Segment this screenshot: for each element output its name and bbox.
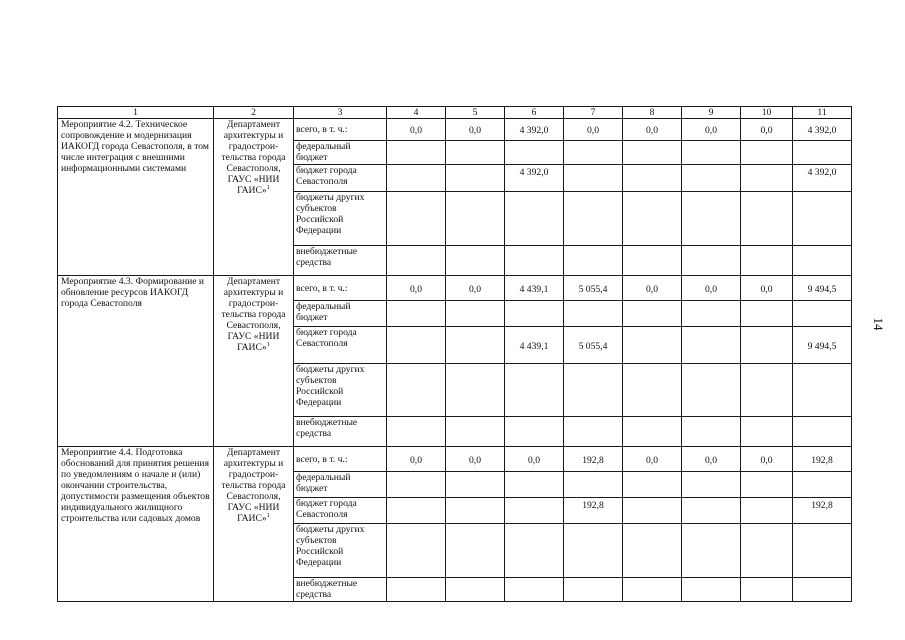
value-cell xyxy=(682,246,741,276)
value-cell: 0,0 xyxy=(446,447,505,472)
value-cell xyxy=(623,472,682,498)
value-cell: 9 494,5 xyxy=(793,327,852,364)
value-cell xyxy=(682,141,741,165)
column-header-5: 5 xyxy=(446,107,505,119)
value-cell xyxy=(446,472,505,498)
value-cell xyxy=(564,192,623,246)
value-cell: 0,0 xyxy=(387,119,446,141)
value-cell xyxy=(741,498,793,524)
value-cell xyxy=(793,192,852,246)
value-cell xyxy=(793,524,852,578)
value-cell xyxy=(505,417,564,447)
value-cell xyxy=(387,472,446,498)
value-cell xyxy=(446,524,505,578)
funding-source-label: федеральный бюджет xyxy=(294,141,387,165)
value-cell xyxy=(623,524,682,578)
funding-source-label: федеральный бюджет xyxy=(294,301,387,327)
value-cell xyxy=(387,301,446,327)
value-cell xyxy=(387,165,446,192)
column-header-9: 9 xyxy=(682,107,741,119)
value-cell: 0,0 xyxy=(446,119,505,141)
value-cell xyxy=(623,364,682,417)
column-header-4: 4 xyxy=(387,107,446,119)
value-cell: 192,8 xyxy=(564,498,623,524)
value-cell: 0,0 xyxy=(387,447,446,472)
value-cell xyxy=(682,498,741,524)
value-cell xyxy=(623,141,682,165)
column-header-1: 1 xyxy=(58,107,214,119)
value-cell xyxy=(505,364,564,417)
value-cell xyxy=(446,327,505,364)
value-cell: 0,0 xyxy=(741,447,793,472)
value-cell xyxy=(741,141,793,165)
value-cell xyxy=(741,364,793,417)
value-cell xyxy=(682,192,741,246)
value-cell xyxy=(446,246,505,276)
value-cell xyxy=(682,578,741,602)
value-cell xyxy=(741,524,793,578)
funding-source-label: внебюджетные средства xyxy=(294,417,387,447)
value-cell xyxy=(623,165,682,192)
budget-table-sheet xyxy=(57,106,851,613)
measure-text: Мероприятие 4.4. Подготовка обоснований для принятия решения по уведомлениям о начале и (или) окончании строительства, допустимости размещения объектов индивидуального жилищного строительства или садовых домов xyxy=(61,447,210,524)
value-cell: 0,0 xyxy=(623,119,682,141)
value-cell xyxy=(793,301,852,327)
value-cell: 0,0 xyxy=(682,276,741,301)
executor-cell xyxy=(214,119,294,276)
value-cell xyxy=(741,301,793,327)
value-cell xyxy=(387,364,446,417)
value-cell xyxy=(682,417,741,447)
value-cell xyxy=(564,165,623,192)
value-cell xyxy=(446,364,505,417)
value-cell xyxy=(564,578,623,602)
value-cell xyxy=(505,498,564,524)
value-cell xyxy=(793,578,852,602)
executor-text: Департамент архитектуры и градострои-тельства города Севастополя, ГАУС «НИИ ГАИС» xyxy=(221,276,286,353)
value-cell xyxy=(682,524,741,578)
value-cell: 0,0 xyxy=(564,119,623,141)
value-cell xyxy=(741,165,793,192)
value-cell xyxy=(682,364,741,417)
value-cell xyxy=(387,192,446,246)
value-cell xyxy=(446,417,505,447)
value-cell xyxy=(741,472,793,498)
value-cell xyxy=(741,327,793,364)
value-cell xyxy=(682,301,741,327)
value-cell xyxy=(564,417,623,447)
value-cell xyxy=(505,246,564,276)
measure-text: Мероприятие 4.3. Формирование и обновление ресурсов ИАКОГД города Севастополя xyxy=(61,276,205,309)
column-header-10: 10 xyxy=(741,107,793,119)
value-cell xyxy=(564,364,623,417)
value-cell xyxy=(623,192,682,246)
value-cell: 0,0 xyxy=(682,119,741,141)
funding-source-label: бюджет города Севастополя xyxy=(294,327,387,364)
measure-cell xyxy=(58,447,214,602)
value-cell: 4 392,0 xyxy=(505,165,564,192)
footnote-mark: 1 xyxy=(266,340,270,348)
value-cell xyxy=(387,246,446,276)
value-cell: 4 392,0 xyxy=(793,165,852,192)
value-cell xyxy=(505,301,564,327)
value-cell xyxy=(682,472,741,498)
funding-source-label: бюджеты других субъектов Российской Федерации xyxy=(294,192,387,246)
value-cell xyxy=(623,417,682,447)
funding-source-label: внебюджетные средства xyxy=(294,246,387,276)
value-cell xyxy=(793,141,852,165)
value-cell xyxy=(682,327,741,364)
value-cell xyxy=(446,192,505,246)
value-cell xyxy=(741,417,793,447)
value-cell xyxy=(623,498,682,524)
value-cell: 0,0 xyxy=(741,119,793,141)
value-cell: 4 392,0 xyxy=(505,119,564,141)
value-cell xyxy=(564,524,623,578)
footnote-mark: 1 xyxy=(266,183,270,191)
value-cell xyxy=(564,246,623,276)
value-cell xyxy=(387,498,446,524)
value-cell xyxy=(793,246,852,276)
value-cell: 4 439,1 xyxy=(505,276,564,301)
value-cell: 192,8 xyxy=(793,498,852,524)
measure-cell xyxy=(58,119,214,276)
value-cell xyxy=(793,472,852,498)
value-cell: 4 392,0 xyxy=(793,119,852,141)
value-cell: 0,0 xyxy=(387,276,446,301)
value-cell xyxy=(793,417,852,447)
value-cell: 4 439,1 xyxy=(505,327,564,364)
value-cell xyxy=(505,578,564,602)
value-cell: 0,0 xyxy=(505,447,564,472)
value-cell xyxy=(446,141,505,165)
value-cell xyxy=(564,141,623,165)
value-cell xyxy=(623,246,682,276)
executor-text: Департамент архитектуры и градострои-тельства города Севастополя, ГАУС «НИИ ГАИС» xyxy=(221,447,286,524)
table-row xyxy=(58,119,852,141)
measure-cell xyxy=(58,276,214,447)
executor-cell xyxy=(214,276,294,447)
column-header-8: 8 xyxy=(623,107,682,119)
value-cell: 0,0 xyxy=(623,276,682,301)
value-cell xyxy=(564,301,623,327)
value-cell xyxy=(446,498,505,524)
value-cell: 5 055,4 xyxy=(564,276,623,301)
value-cell: 192,8 xyxy=(564,447,623,472)
funding-source-label: всего, в т. ч.: xyxy=(294,119,387,141)
value-cell xyxy=(623,301,682,327)
value-cell: 192,8 xyxy=(793,447,852,472)
table-row xyxy=(58,276,852,301)
value-cell xyxy=(505,524,564,578)
value-cell: 5 055,4 xyxy=(564,327,623,364)
value-cell xyxy=(741,578,793,602)
measure-text: Мероприятие 4.2. Техническое сопровождение и модернизация ИАКОГД города Севастополя, в том числе интеграция с внешними информационными системами xyxy=(61,119,209,174)
funding-source-label: всего, в т. ч.: xyxy=(294,276,387,301)
value-cell xyxy=(387,578,446,602)
executor-text: Департамент архитектуры и градострои-тельства города Севастополя, ГАУС «НИИ ГАИС» xyxy=(221,119,286,196)
value-cell xyxy=(446,165,505,192)
value-cell xyxy=(505,472,564,498)
value-cell xyxy=(387,417,446,447)
funding-source-label: бюджеты других субъектов Российской Федерации xyxy=(294,364,387,417)
column-header-3: 3 xyxy=(294,107,387,119)
column-header-6: 6 xyxy=(505,107,564,119)
footnote-mark: 1 xyxy=(266,511,270,519)
funding-source-label: внебюджетные средства xyxy=(294,578,387,602)
value-cell xyxy=(387,524,446,578)
value-cell: 0,0 xyxy=(623,447,682,472)
value-cell: 0,0 xyxy=(446,276,505,301)
funding-source-label: всего, в т. ч.: xyxy=(294,447,387,472)
value-cell: 0,0 xyxy=(682,447,741,472)
funding-source-label: федеральный бюджет xyxy=(294,472,387,498)
value-cell xyxy=(623,327,682,364)
executor-cell xyxy=(214,447,294,602)
value-cell xyxy=(741,246,793,276)
value-cell xyxy=(387,141,446,165)
funding-source-label: бюджеты других субъектов Российской Федерации xyxy=(294,524,387,578)
funding-source-label: бюджет города Севастополя xyxy=(294,498,387,524)
page-number: 14 xyxy=(871,317,886,331)
funding-source-label: бюджет города Севастополя xyxy=(294,165,387,192)
value-cell: 0,0 xyxy=(741,276,793,301)
value-cell xyxy=(446,578,505,602)
value-cell xyxy=(505,192,564,246)
column-header-2: 2 xyxy=(214,107,294,119)
value-cell xyxy=(741,192,793,246)
value-cell xyxy=(564,472,623,498)
value-cell: 9 494,5 xyxy=(793,276,852,301)
value-cell xyxy=(446,301,505,327)
column-header-11: 11 xyxy=(793,107,852,119)
value-cell xyxy=(682,165,741,192)
table-row xyxy=(58,447,852,472)
value-cell xyxy=(623,578,682,602)
header-row xyxy=(58,107,852,119)
budget-table xyxy=(57,106,852,602)
column-header-7: 7 xyxy=(564,107,623,119)
value-cell xyxy=(387,327,446,364)
value-cell xyxy=(793,364,852,417)
value-cell xyxy=(505,141,564,165)
